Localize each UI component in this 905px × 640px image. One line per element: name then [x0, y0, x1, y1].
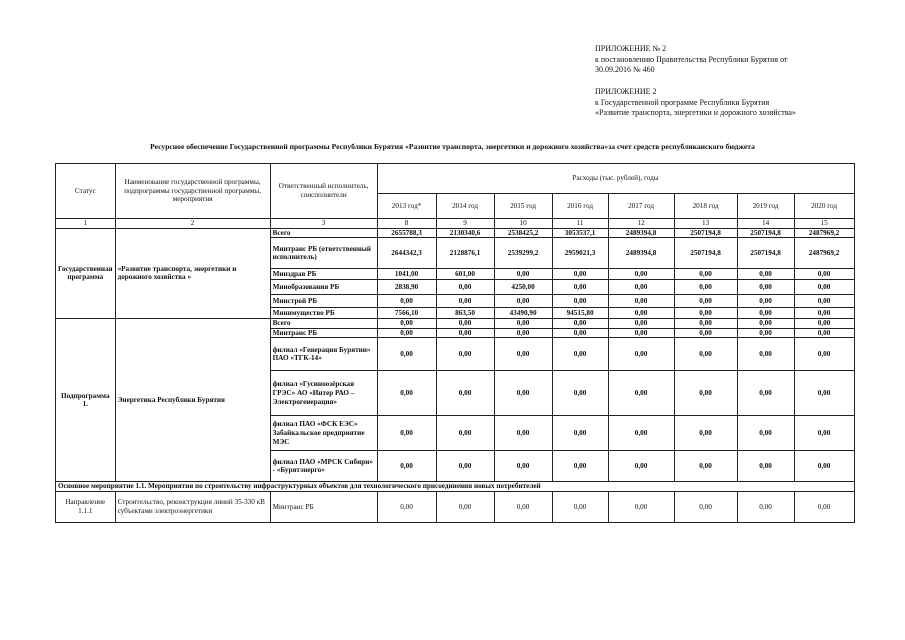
value-cell: 0,00	[794, 308, 854, 319]
executor-cell: филиал «Генерация Бурятии» ПАО «ТГК-14»	[270, 338, 377, 371]
value-cell: 0,00	[737, 371, 794, 416]
executor-header: Ответственный исполнитель, соисполнители	[270, 164, 377, 219]
value-cell: 0,00	[737, 319, 794, 329]
value-cell: 0,00	[674, 451, 737, 482]
value-cell: 0,00	[552, 371, 608, 416]
value-cell: 2489394,8	[608, 228, 674, 238]
value-cell: 0,00	[737, 328, 794, 338]
value-cell: 0,00	[794, 328, 854, 338]
value-cell: 0,00	[794, 280, 854, 295]
value-cell: 0,00	[608, 319, 674, 329]
value-cell: 0,00	[737, 338, 794, 371]
value-cell: 0,00	[737, 308, 794, 319]
value-cell: 2507194,8	[737, 238, 794, 269]
value-cell: 0,00	[674, 328, 737, 338]
value-cell: 43490,90	[494, 308, 552, 319]
appendix-2-block	[595, 87, 796, 119]
value-cell: 0,00	[674, 416, 737, 451]
value-cell: 2838,90	[377, 280, 436, 295]
value-cell: 0,00	[436, 295, 494, 308]
value-cell: 0,00	[674, 371, 737, 416]
value-cell: 0,00	[494, 338, 552, 371]
value-cell: 0,00	[794, 371, 854, 416]
subprogram-row	[56, 319, 855, 329]
value-cell: 0,00	[608, 416, 674, 451]
column-number: 10	[494, 219, 552, 229]
value-cell: 0,00	[737, 295, 794, 308]
year-header: 2018 год	[674, 194, 737, 219]
year-header: 2013 год*	[377, 194, 436, 219]
direction-name: Строительство, реконструкция линий 35-330 кВ субъектами электроэнергетики	[115, 491, 270, 522]
value-cell: 0,00	[737, 280, 794, 295]
column-number: 1	[56, 219, 116, 229]
program-name: «Развитие транспорта, энергетики и дорожного хозяйства »	[115, 228, 270, 319]
value-cell: 0,00	[608, 295, 674, 308]
value-cell: 0,00	[377, 328, 436, 338]
column-number: 3	[270, 219, 377, 229]
value-cell: 0,00	[436, 451, 494, 482]
value-cell: 7566,10	[377, 308, 436, 319]
column-number: 9	[436, 219, 494, 229]
value-cell: 2539299,2	[494, 238, 552, 269]
name-header: Наименование государственной программы, подпрограммы государственной программы, мероприятия	[115, 164, 270, 219]
value-cell: 2487969,2	[794, 238, 854, 269]
value-cell: 0,00	[377, 295, 436, 308]
program-row	[56, 228, 855, 238]
value-cell: 0,00	[794, 451, 854, 482]
executor-cell: Минтранс РБ (ответственный исполнитель)	[270, 238, 377, 269]
value-cell: 1041,00	[377, 269, 436, 280]
value-cell: 0,00	[552, 328, 608, 338]
value-cell: 0,00	[552, 451, 608, 482]
value-cell: 0,00	[377, 451, 436, 482]
column-number: 12	[608, 219, 674, 229]
value-cell: 0,00	[737, 416, 794, 451]
value-cell: 0,00	[794, 416, 854, 451]
direction-status: Направление 1.1.1	[56, 491, 116, 522]
column-number: 15	[794, 219, 854, 229]
value-cell: 2959021,3	[552, 238, 608, 269]
value-cell: 0,00	[608, 308, 674, 319]
value-cell: 0,00	[436, 338, 494, 371]
appendix-1-block	[595, 44, 788, 76]
value-cell: 0,00	[608, 371, 674, 416]
expenses-header: Расходы (тыс. рублей), годы	[377, 164, 854, 194]
direction-executor: Минтранс РБ	[270, 491, 377, 522]
year-header: 2015 год	[494, 194, 552, 219]
column-number: 13	[674, 219, 737, 229]
value-cell: 0,00	[674, 280, 737, 295]
column-number: 2	[115, 219, 270, 229]
value-cell: 2128876,1	[436, 238, 494, 269]
value-cell: 601,00	[436, 269, 494, 280]
value-cell: 2655788,3	[377, 228, 436, 238]
value-cell: 0,00	[794, 269, 854, 280]
value-cell: 0,00	[674, 319, 737, 329]
value-cell: 0,00	[794, 338, 854, 371]
value-cell: 0,00	[377, 371, 436, 416]
value-cell: 0,00	[494, 451, 552, 482]
value-cell: 2130340,6	[436, 228, 494, 238]
value-cell: 0,00	[552, 338, 608, 371]
value-cell: 4250,00	[494, 280, 552, 295]
direction-row	[56, 491, 855, 522]
value-cell: 0,00	[436, 328, 494, 338]
appendix-2-line-3: «Развитие транспорта, энергетики и дорожного хозяйства»	[595, 108, 796, 117]
value-cell: 0,00	[436, 416, 494, 451]
value-cell: 0,00	[494, 371, 552, 416]
value-cell: 0,00	[436, 491, 494, 522]
status-header: Статус	[56, 164, 116, 219]
value-cell: 2507194,8	[737, 228, 794, 238]
appendix-1-line-2: к постановлению Правительства Республики Бурятия от	[595, 54, 788, 64]
value-cell: 0,00	[608, 280, 674, 295]
value-cell: 2487969,2	[794, 228, 854, 238]
value-cell: 0,00	[608, 491, 674, 522]
executor-cell: Минтранс РБ	[270, 328, 377, 338]
value-cell: 94515,80	[552, 308, 608, 319]
value-cell: 0,00	[794, 295, 854, 308]
value-cell: 0,00	[674, 338, 737, 371]
value-cell: 0,00	[377, 319, 436, 329]
document-title: Ресурсное обеспечение Государственной программы Республики Бурятия «Развитие транспорта, энергетики и дорожного хозяйства»за счет средств республиканского бюджета	[150, 142, 755, 151]
value-cell: 0,00	[552, 319, 608, 329]
executor-cell: Минздрав РБ	[270, 269, 377, 280]
year-header: 2014 год	[436, 194, 494, 219]
value-cell: 0,00	[377, 338, 436, 371]
executor-cell: филиал ПАО «ФСК ЕЭС» Забайкальское предприятие МЭС	[270, 416, 377, 451]
value-cell: 0,00	[436, 319, 494, 329]
column-number: 8	[377, 219, 436, 229]
appendix-1-title: ПРИЛОЖЕНИЕ № 2	[595, 44, 667, 53]
value-cell: 0,00	[494, 295, 552, 308]
executor-cell: Минобразования РБ	[270, 280, 377, 295]
executor-cell: филиал «Гусиноозёрская ГРЭС» АО «Интер РАО – Электрогенерация»	[270, 371, 377, 416]
year-header: 2017 год	[608, 194, 674, 219]
value-cell: 0,00	[552, 295, 608, 308]
value-cell: 0,00	[436, 371, 494, 416]
year-header: 2016 год	[552, 194, 608, 219]
value-cell: 2644342,3	[377, 238, 436, 269]
appendix-1-line-3: 30.09.2016 № 460	[595, 65, 655, 74]
value-cell: 0,00	[737, 491, 794, 522]
executor-cell: Минстрой РБ	[270, 295, 377, 308]
value-cell: 0,00	[436, 280, 494, 295]
year-header: 2019 год	[737, 194, 794, 219]
appendix-2-line-2: к Государственной программе Республики Бурятия	[595, 97, 770, 107]
executor-cell: Всего	[270, 228, 377, 238]
value-cell: 0,00	[377, 416, 436, 451]
executor-cell: филиал ПАО «МРСК Сибири» - «Бурятэнерго»	[270, 451, 377, 482]
value-cell: 863,50	[436, 308, 494, 319]
value-cell: 0,00	[552, 280, 608, 295]
value-cell: 0,00	[552, 416, 608, 451]
value-cell: 0,00	[377, 491, 436, 522]
value-cell: 0,00	[494, 328, 552, 338]
value-cell: 2507194,8	[674, 228, 737, 238]
value-cell: 0,00	[608, 269, 674, 280]
value-cell: 0,00	[552, 269, 608, 280]
main-event-row	[56, 482, 855, 492]
value-cell: 0,00	[494, 269, 552, 280]
value-cell: 0,00	[608, 451, 674, 482]
value-cell: 0,00	[674, 295, 737, 308]
value-cell: 0,00	[552, 491, 608, 522]
value-cell: 0,00	[674, 269, 737, 280]
column-number: 11	[552, 219, 608, 229]
executor-cell: Всего	[270, 319, 377, 329]
value-cell: 2538425,2	[494, 228, 552, 238]
year-header: 2020 год	[794, 194, 854, 219]
subprogram-name: Энергетика Республики Бурятия	[115, 319, 270, 482]
value-cell: 0,00	[608, 338, 674, 371]
value-cell: 0,00	[494, 319, 552, 329]
value-cell: 0,00	[737, 451, 794, 482]
value-cell: 0,00	[674, 308, 737, 319]
value-cell: 2507194,8	[674, 238, 737, 269]
value-cell: 3053537,1	[552, 228, 608, 238]
main-event-cell: Основное мероприятие 1.1. Мероприятия по строительству инфраструктурных объектов для технологического присоединения новых потребителей	[56, 482, 855, 492]
value-cell: 0,00	[737, 269, 794, 280]
value-cell: 0,00	[794, 491, 854, 522]
value-cell: 2489394,8	[608, 238, 674, 269]
subprogram-status: Подпрограмма 1.	[56, 319, 116, 482]
column-number: 14	[737, 219, 794, 229]
value-cell: 0,00	[674, 491, 737, 522]
resource-table	[55, 163, 855, 523]
program-status: Государственная программа	[56, 228, 116, 319]
value-cell: 0,00	[608, 328, 674, 338]
executor-cell: Минимущество РБ	[270, 308, 377, 319]
value-cell: 0,00	[794, 319, 854, 329]
value-cell: 0,00	[494, 491, 552, 522]
appendix-2-title: ПРИЛОЖЕНИЕ 2	[595, 87, 657, 96]
value-cell: 0,00	[494, 416, 552, 451]
